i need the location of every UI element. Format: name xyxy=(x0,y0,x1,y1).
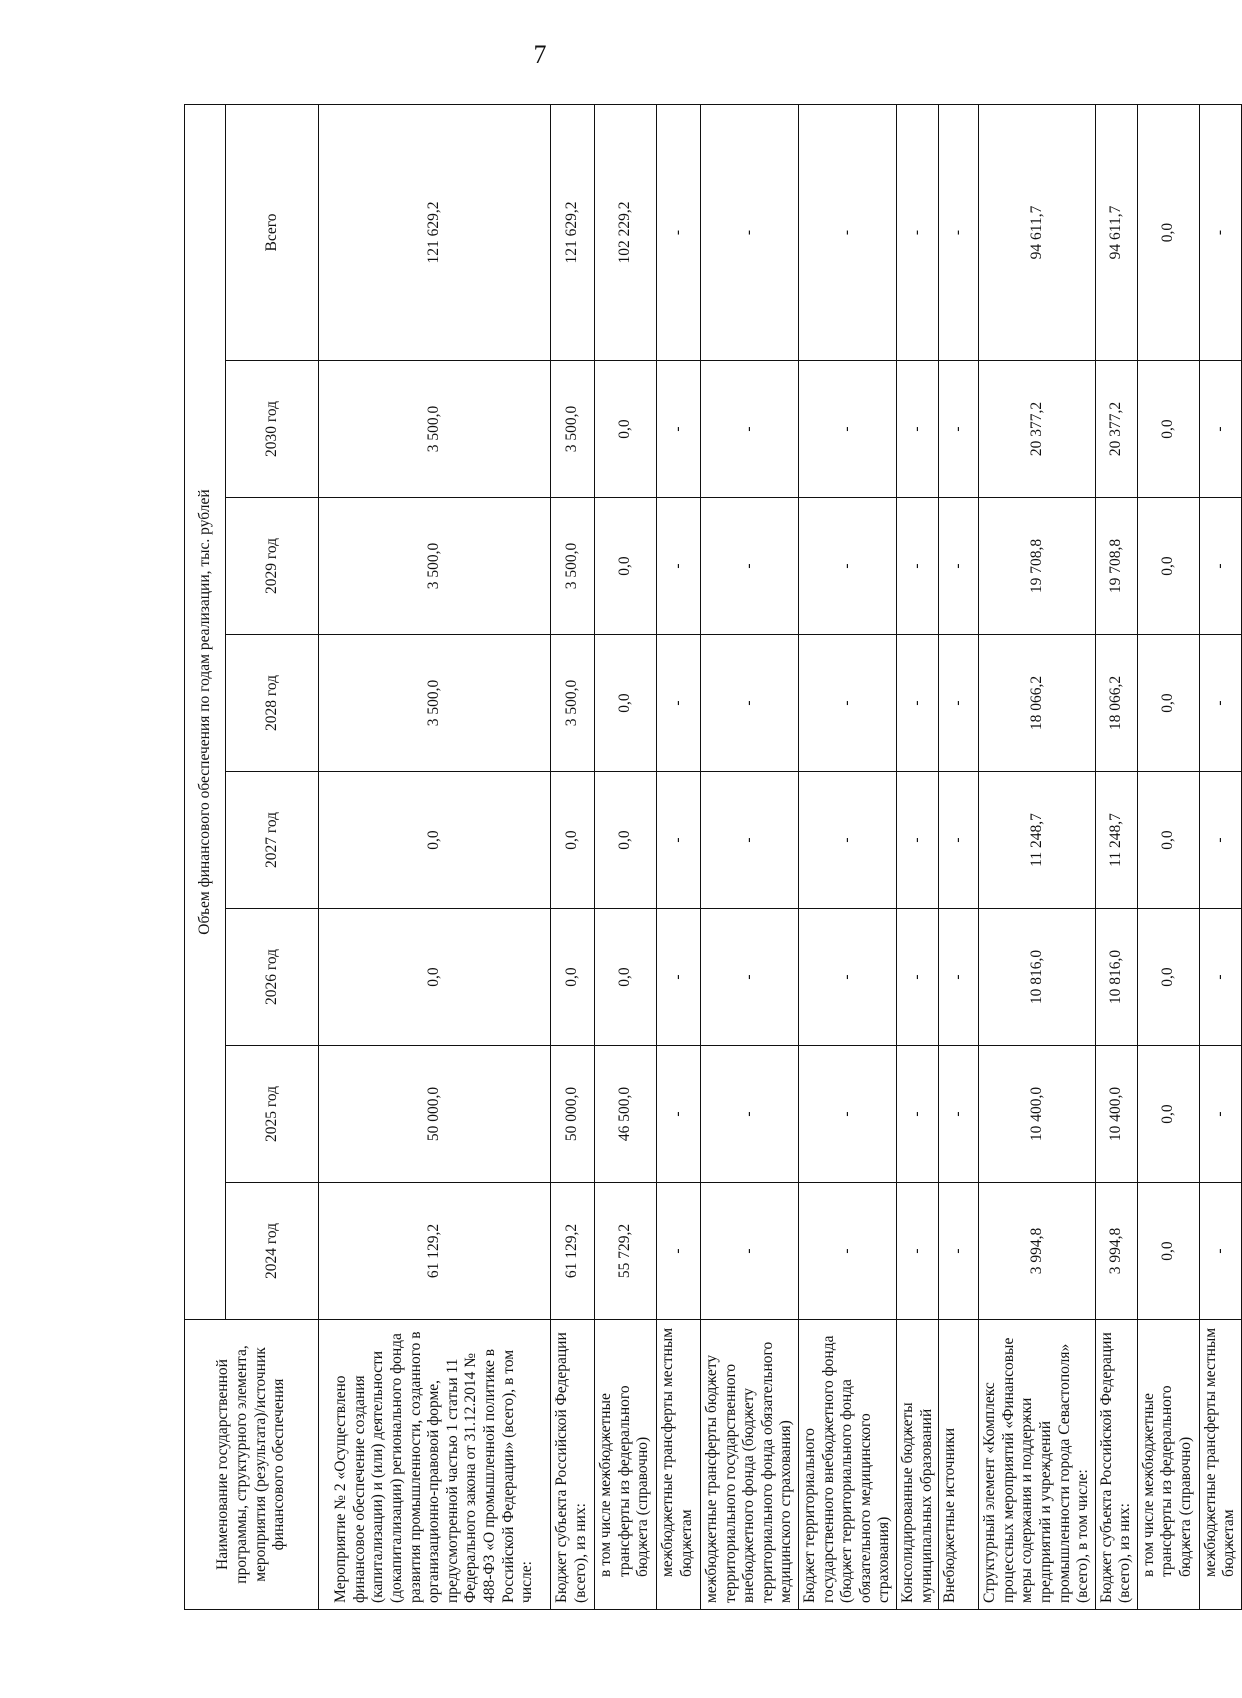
year-header: 2027 год xyxy=(226,772,319,909)
value-cell: 46 500,0 xyxy=(595,1046,657,1183)
value-cell: - xyxy=(1199,909,1241,1046)
value-cell: - xyxy=(798,1046,896,1183)
value-cell: - xyxy=(1199,772,1241,909)
row-label: в том числе межбюджетные трансферты из федерального бюджета (справочно) xyxy=(1137,1320,1199,1610)
value-cell: 3 994,8 xyxy=(1095,1183,1137,1320)
table-row xyxy=(319,105,551,1610)
value-cell: - xyxy=(657,772,701,909)
year-header: 2024 год xyxy=(226,1183,319,1320)
value-cell: - xyxy=(896,361,938,498)
value-cell: - xyxy=(896,772,938,909)
value-cell: - xyxy=(657,909,701,1046)
value-cell: 3 500,0 xyxy=(319,635,551,772)
page-number: 7 xyxy=(533,40,547,69)
value-cell: 0,0 xyxy=(551,772,595,909)
value-cell: - xyxy=(701,635,799,772)
name-column-header: Наименование государственной программы, структурного элемента, мероприятия (результата)/источник финансового обеспечения xyxy=(185,1320,319,1610)
value-cell: - xyxy=(896,1046,938,1183)
table-row xyxy=(798,105,896,1610)
value-cell: - xyxy=(701,909,799,1046)
value-cell: 10 816,0 xyxy=(979,909,1096,1046)
value-cell: - xyxy=(1199,361,1241,498)
rotated-table-container xyxy=(184,105,1238,1610)
value-cell: 61 129,2 xyxy=(319,1183,551,1320)
value-cell: - xyxy=(939,1183,979,1320)
table-row xyxy=(657,105,701,1610)
value-cell: 50 000,0 xyxy=(551,1046,595,1183)
total-cell: 102 229,2 xyxy=(595,105,657,361)
value-cell: - xyxy=(798,361,896,498)
value-cell: 11 248,7 xyxy=(979,772,1096,909)
value-cell: 3 500,0 xyxy=(551,635,595,772)
value-cell: 18 066,2 xyxy=(979,635,1096,772)
total-cell: 94 611,7 xyxy=(1095,105,1137,361)
value-cell: - xyxy=(1199,498,1241,635)
table-row xyxy=(551,105,595,1610)
value-cell: 20 377,2 xyxy=(1095,361,1137,498)
year-header: 2026 год xyxy=(226,909,319,1046)
total-cell: - xyxy=(657,105,701,361)
value-cell: - xyxy=(798,498,896,635)
value-cell: - xyxy=(1199,1046,1241,1183)
value-cell: 0,0 xyxy=(1137,909,1199,1046)
value-cell: 10 816,0 xyxy=(1095,909,1137,1046)
value-cell: 0,0 xyxy=(595,361,657,498)
total-cell: - xyxy=(798,105,896,361)
row-label: Бюджет субъекта Российской Федерации (всего), из них: xyxy=(1095,1320,1137,1610)
value-cell: - xyxy=(657,1046,701,1183)
value-cell: - xyxy=(657,635,701,772)
total-cell: - xyxy=(939,105,979,361)
year-header: 2028 год xyxy=(226,635,319,772)
value-cell: 0,0 xyxy=(1137,1183,1199,1320)
table-row xyxy=(1137,105,1199,1610)
value-cell: - xyxy=(1199,1183,1241,1320)
year-header: 2029 год xyxy=(226,498,319,635)
value-cell: 0,0 xyxy=(319,772,551,909)
value-cell: - xyxy=(701,498,799,635)
value-cell: 0,0 xyxy=(1137,361,1199,498)
total-cell: 121 629,2 xyxy=(319,105,551,361)
value-cell: 0,0 xyxy=(1137,1046,1199,1183)
value-cell: 19 708,8 xyxy=(979,498,1096,635)
value-cell: - xyxy=(798,909,896,1046)
value-cell: 3 500,0 xyxy=(319,498,551,635)
row-label: в том числе межбюджетные трансферты из федерального бюджета (справочно) xyxy=(595,1320,657,1610)
value-cell: - xyxy=(798,635,896,772)
value-cell: 11 248,7 xyxy=(1095,772,1137,909)
table-row xyxy=(896,105,938,1610)
value-cell: 10 400,0 xyxy=(979,1046,1096,1183)
total-cell: - xyxy=(701,105,799,361)
financing-group-header: Объем финансового обеспечения по годам реализации, тыс. рублей xyxy=(185,105,226,1320)
value-cell: 0,0 xyxy=(595,635,657,772)
value-cell: - xyxy=(896,498,938,635)
value-cell: - xyxy=(939,498,979,635)
value-cell: - xyxy=(798,1183,896,1320)
value-cell: 3 500,0 xyxy=(551,498,595,635)
value-cell: 0,0 xyxy=(1137,772,1199,909)
value-cell: 18 066,2 xyxy=(1095,635,1137,772)
value-cell: 3 500,0 xyxy=(319,361,551,498)
year-header: 2025 год xyxy=(226,1046,319,1183)
row-label: межбюджетные трансферты местным бюджетам xyxy=(1199,1320,1241,1610)
value-cell: 61 129,2 xyxy=(551,1183,595,1320)
table-row xyxy=(701,105,799,1610)
financing-table xyxy=(184,104,1242,1610)
value-cell: - xyxy=(939,361,979,498)
value-cell: 3 500,0 xyxy=(551,361,595,498)
table-row xyxy=(1199,105,1241,1610)
value-cell: - xyxy=(896,635,938,772)
value-cell: 10 400,0 xyxy=(1095,1046,1137,1183)
row-label: Внебюджетные источники xyxy=(939,1320,979,1610)
total-cell: - xyxy=(896,105,938,361)
row-label: межбюджетные трансферты местным бюджетам xyxy=(657,1320,701,1610)
value-cell: 0,0 xyxy=(595,909,657,1046)
value-cell: - xyxy=(1199,635,1241,772)
value-cell: - xyxy=(896,909,938,1046)
value-cell: 0,0 xyxy=(595,772,657,909)
table-row xyxy=(1095,105,1137,1610)
value-cell: 55 729,2 xyxy=(595,1183,657,1320)
row-label: Структурный элемент «Комплекс процессных мероприятий «Финансовые меры содержания и поддержки предприятий и учреждений промышленности города Севастополя» (всего), в том числе: xyxy=(979,1320,1096,1610)
value-cell: - xyxy=(657,1183,701,1320)
value-cell: - xyxy=(798,772,896,909)
value-cell: - xyxy=(939,909,979,1046)
value-cell: 50 000,0 xyxy=(319,1046,551,1183)
value-cell: 0,0 xyxy=(319,909,551,1046)
total-header: Всего xyxy=(226,105,319,361)
value-cell: 0,0 xyxy=(551,909,595,1046)
row-label: Бюджет территориального государственного внебюджетного фонда (бюджет территориального фонда обязательного медицинского страхования) xyxy=(798,1320,896,1610)
value-cell: - xyxy=(701,1046,799,1183)
value-cell: - xyxy=(657,361,701,498)
value-cell: - xyxy=(939,1046,979,1183)
row-label: межбюджетные трансферты бюджету территориального государственного внебюджетного фонда (бюджету территориального фонда обязательного медицинского страхования) xyxy=(701,1320,799,1610)
total-cell: 94 611,7 xyxy=(979,105,1096,361)
table-row xyxy=(595,105,657,1610)
value-cell: - xyxy=(701,772,799,909)
total-cell: 0,0 xyxy=(1137,105,1199,361)
value-cell: - xyxy=(939,772,979,909)
value-cell: 0,0 xyxy=(595,498,657,635)
value-cell: - xyxy=(657,498,701,635)
value-cell: 3 994,8 xyxy=(979,1183,1096,1320)
total-cell: 121 629,2 xyxy=(551,105,595,361)
year-header: 2030 год xyxy=(226,361,319,498)
value-cell: - xyxy=(939,635,979,772)
value-cell: 19 708,8 xyxy=(1095,498,1137,635)
value-cell: - xyxy=(701,1183,799,1320)
value-cell: - xyxy=(896,1183,938,1320)
row-label: Бюджет субъекта Российской Федерации (всего), из них: xyxy=(551,1320,595,1610)
row-label: Консолидированные бюджеты муниципальных образований xyxy=(896,1320,938,1610)
value-cell: 0,0 xyxy=(1137,635,1199,772)
value-cell: 20 377,2 xyxy=(979,361,1096,498)
value-cell: 0,0 xyxy=(1137,498,1199,635)
table-row xyxy=(979,105,1096,1610)
table-row xyxy=(939,105,979,1610)
total-cell: - xyxy=(1199,105,1241,361)
row-label: Мероприятие № 2 «Осуществлено финансовое обеспечение создания (капитализации) и (или) деятельности (докапитализации) регионального фонда развития промышленности, созданного в организационно-правовой форме, предусмотренной частью 1 статьи 11 Федерального закона от 31.12.2014 № 488-ФЗ «О промышленной политике в Российской Федерации» (всего), в том числе: xyxy=(319,1320,551,1610)
value-cell: - xyxy=(701,361,799,498)
